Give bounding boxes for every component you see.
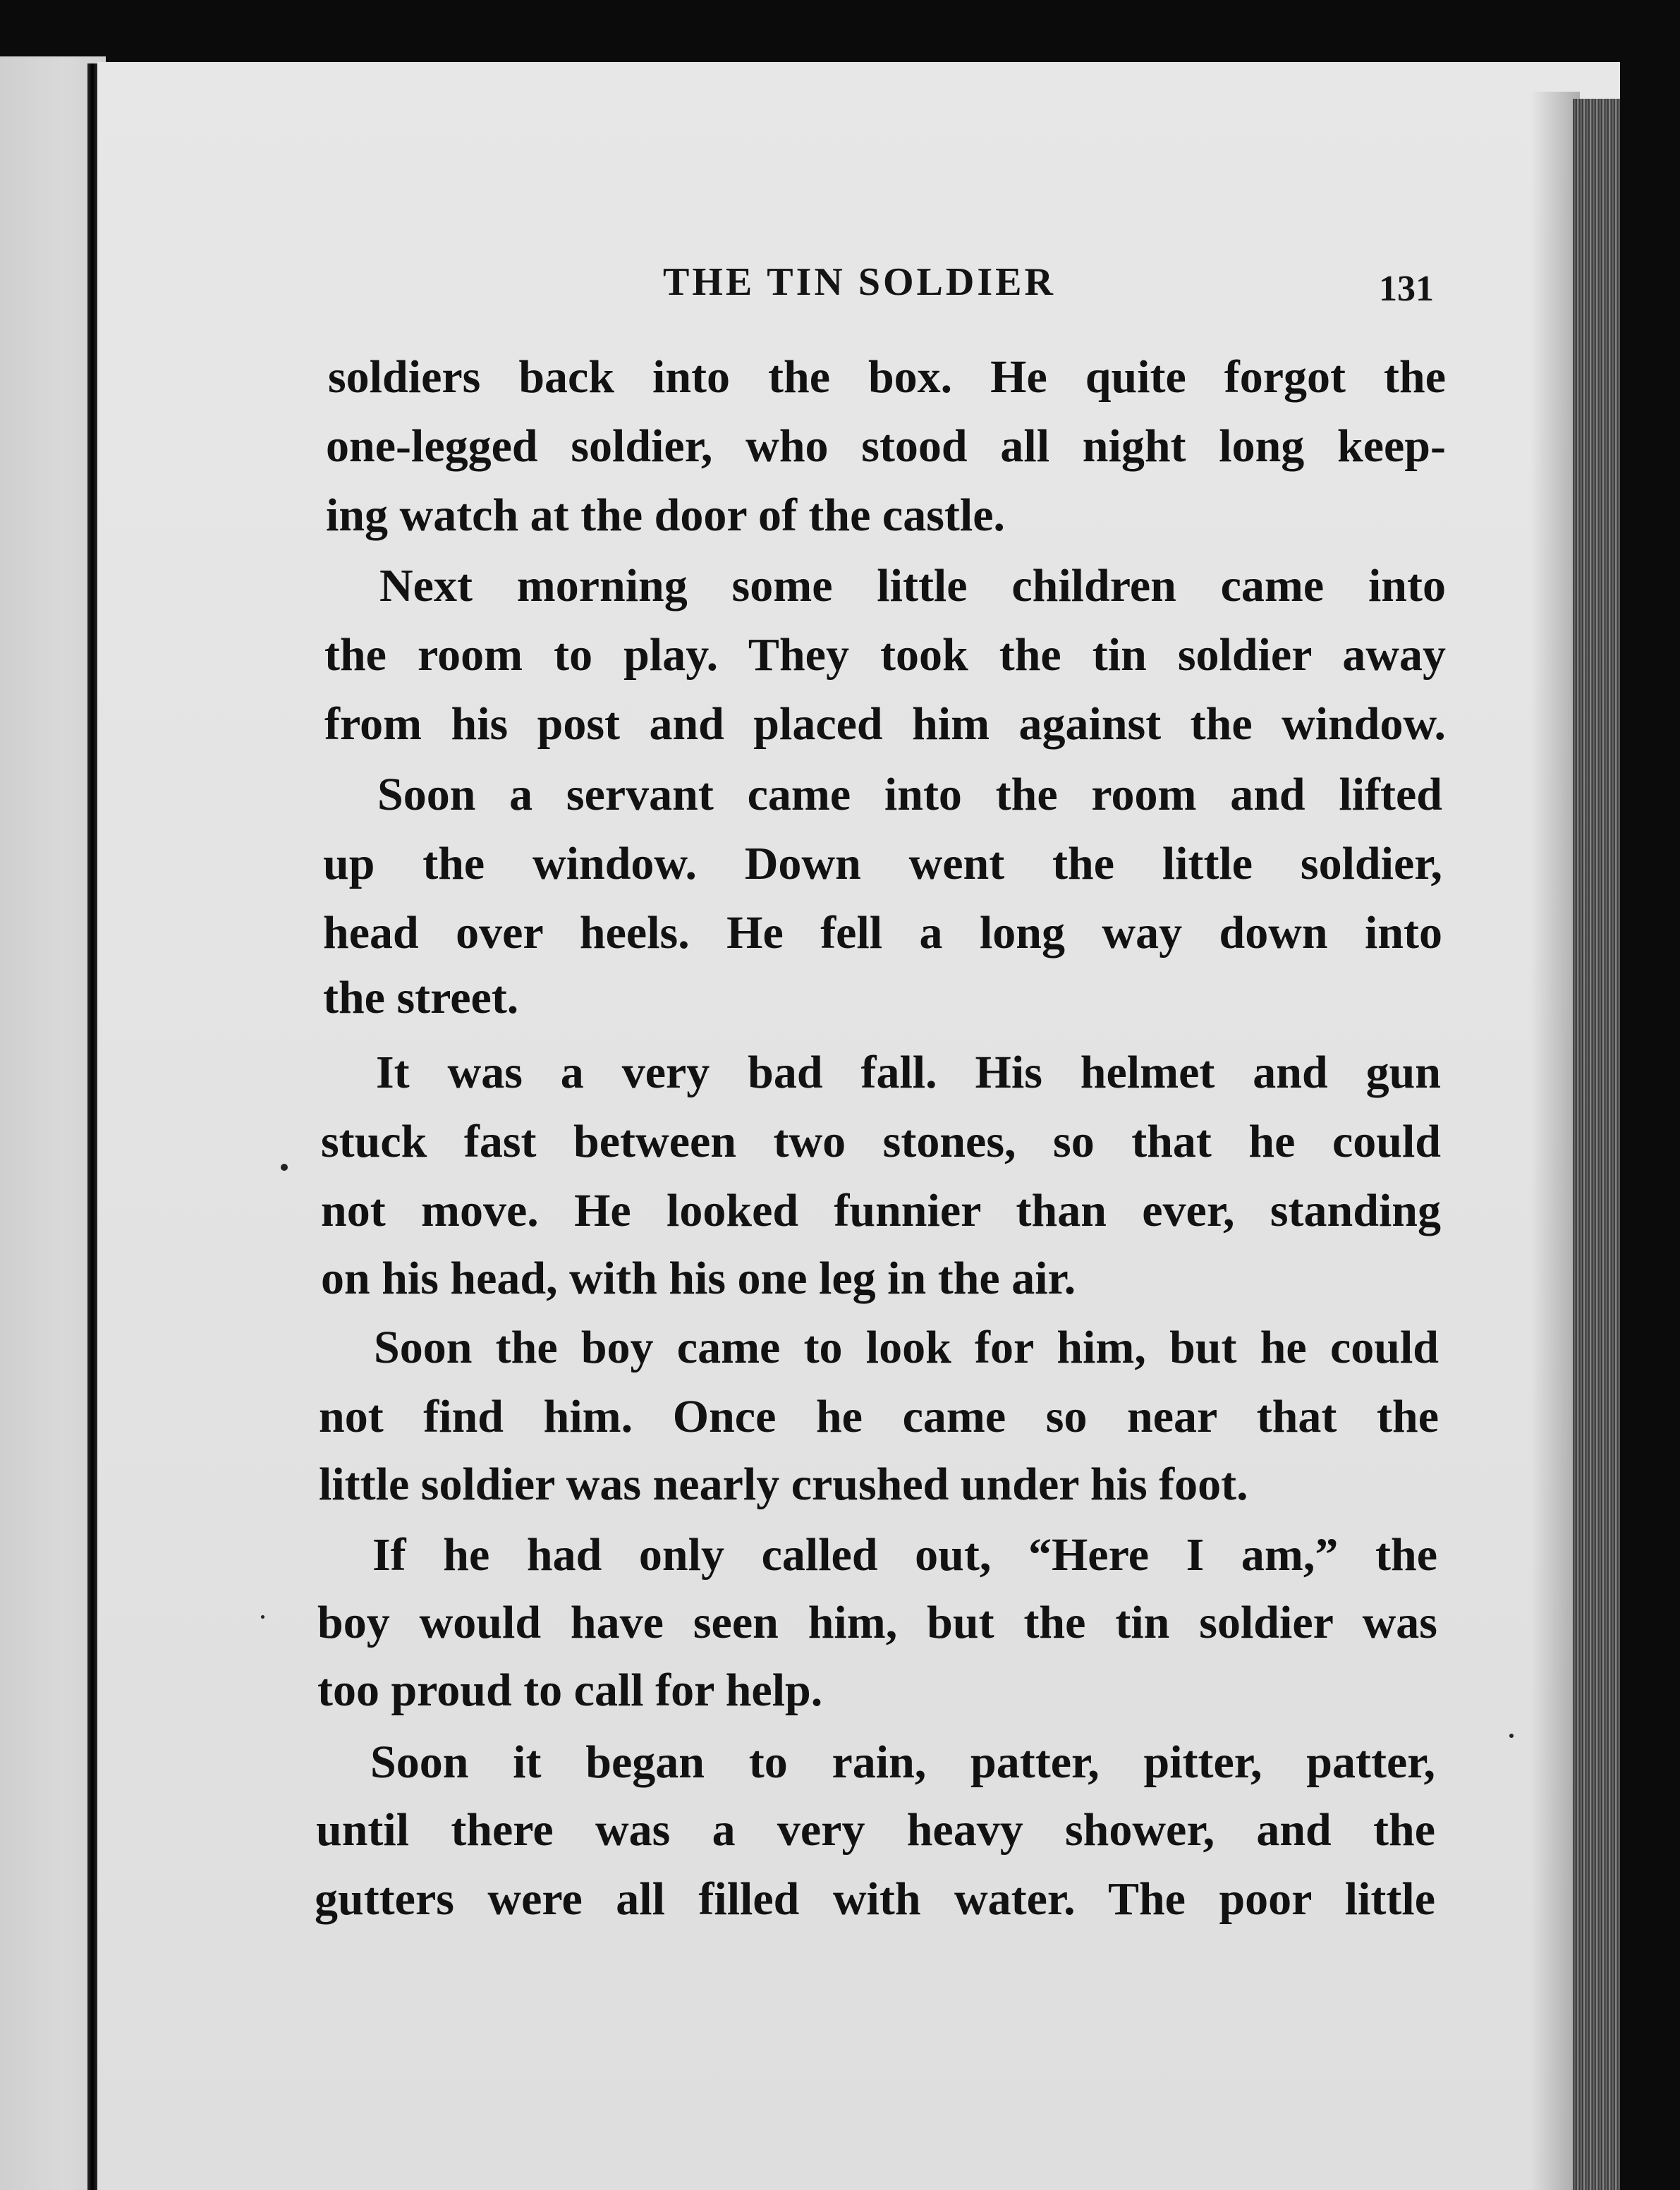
text-line: until there was a very heavy shower, and the — [316, 1804, 1435, 1856]
text-line: the street. — [323, 972, 519, 1023]
scanner-background-top — [0, 0, 1680, 67]
text-line: Next morning some little children came into — [379, 560, 1446, 612]
page-edges-stack — [1573, 99, 1622, 2190]
text-line: It was a very bad fall. His helmet and gun — [376, 1047, 1441, 1098]
text-line: soldiers back into the box. He quite forgot the — [328, 351, 1446, 403]
text-line: stuck fast between two stones, so that he could — [321, 1116, 1441, 1167]
scan-speck — [261, 1615, 264, 1619]
text-line: not move. He looked funnier than ever, standing — [321, 1185, 1441, 1236]
text-line: ing watch at the door of the castle. — [326, 489, 1005, 541]
text-line: gutters were all filled with water. The poor little — [315, 1873, 1435, 1925]
text-line: Soon a servant came into the room and lifted — [377, 769, 1442, 820]
page-number: 131 — [1379, 269, 1434, 309]
scan-speck — [1509, 1734, 1514, 1738]
text-line: the room to play. They took the tin soldier away — [324, 629, 1446, 681]
text-line: from his post and placed him against the window. — [324, 698, 1446, 750]
book-gutter — [87, 63, 97, 2190]
text-line: If he had only called out, “Here I am,” the — [372, 1529, 1437, 1581]
scanner-background-right — [1620, 0, 1680, 2190]
text-line: up the window. Down went the little soldier, — [323, 838, 1442, 889]
text-line: Soon it began to rain, patter, pitter, patter, — [370, 1736, 1435, 1788]
text-line: on his head, with his one leg in the air. — [321, 1253, 1076, 1304]
running-head: THE TIN SOLDIER — [663, 260, 1056, 304]
text-line: not find him. Once he came so near that the — [319, 1391, 1439, 1442]
scan-speck — [281, 1164, 288, 1171]
text-line: boy would have seen him, but the tin soldier was — [317, 1597, 1437, 1648]
text-line: little soldier was nearly crushed under his foot. — [319, 1459, 1248, 1510]
text-line: head over heels. He fell a long way down into — [323, 907, 1442, 959]
text-line: one-legged soldier, who stood all night long keep- — [326, 420, 1446, 472]
text-line: Soon the boy came to look for him, but he could — [374, 1322, 1439, 1373]
text-line: too proud to call for help. — [317, 1665, 823, 1716]
